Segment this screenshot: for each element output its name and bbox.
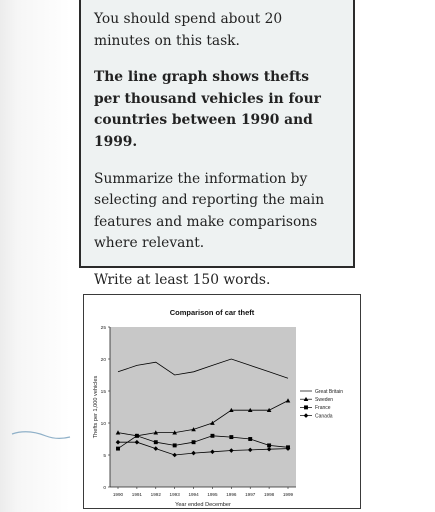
x-tick-label: 1999: [282, 492, 294, 497]
x-tick-label: 1997: [245, 492, 256, 497]
square-marker: [248, 437, 252, 441]
x-tick-label: 1996: [226, 492, 237, 497]
legend-label: Great Britain: [315, 388, 344, 395]
task-intro: You should spend about 20 minutes on this task.: [94, 11, 283, 49]
y-tick-label: 15: [100, 389, 106, 395]
x-tick-label: 1994: [188, 492, 199, 497]
plot-area: [110, 327, 296, 487]
legend-item-sweden: [300, 397, 333, 403]
legend-item-great-britain: [300, 389, 343, 395]
legend-label: Sweden: [315, 397, 334, 403]
x-tick-label: 1998: [263, 492, 275, 497]
square-marker: [116, 447, 120, 451]
chart-title: Comparison of car theft: [169, 308, 255, 317]
legend-label: Canada: [315, 413, 333, 420]
task-box: [79, 0, 355, 288]
y-axis-label: Thefts per 1,000 vehicles: [93, 375, 99, 439]
y-tick-label: 25: [100, 325, 106, 331]
square-marker: [192, 440, 196, 444]
square-marker: [210, 434, 214, 438]
legend-item-canada: [300, 413, 333, 419]
task-word-limit: Write at least 150 words.: [94, 271, 271, 288]
y-tick-label: 10: [100, 421, 106, 427]
legend-item-france: [300, 405, 331, 411]
pen-scribble: [10, 424, 74, 446]
x-tick-label: 1995: [207, 492, 218, 497]
task-instruction: Summarize the information by selecting and reporting the main features and make comparisons where relevant.: [94, 170, 325, 252]
legend-label: France: [315, 405, 331, 412]
y-tick-label: 20: [100, 357, 106, 363]
chart-frame: [83, 294, 361, 509]
x-axis-label: Year ended December: [175, 502, 231, 508]
square-marker: [173, 443, 177, 447]
diamond-marker: [304, 413, 309, 418]
task-prompt: The line graph shows thefts per thousand vehicles in four countries between 1990 and 1999.: [94, 69, 321, 150]
y-tick-label: 0: [103, 485, 106, 491]
y-tick-label: 5: [103, 453, 106, 459]
square-marker: [304, 405, 308, 409]
x-tick-label: 1992: [150, 492, 161, 497]
square-marker: [229, 435, 233, 439]
x-tick-label: 1991: [131, 492, 143, 497]
square-marker: [267, 443, 271, 447]
square-marker: [154, 440, 158, 444]
car-theft-chart: [84, 295, 360, 508]
square-marker: [135, 434, 139, 438]
x-tick-label: 1990: [112, 492, 124, 497]
x-tick-label: 1993: [169, 492, 180, 497]
legend: [300, 389, 343, 420]
